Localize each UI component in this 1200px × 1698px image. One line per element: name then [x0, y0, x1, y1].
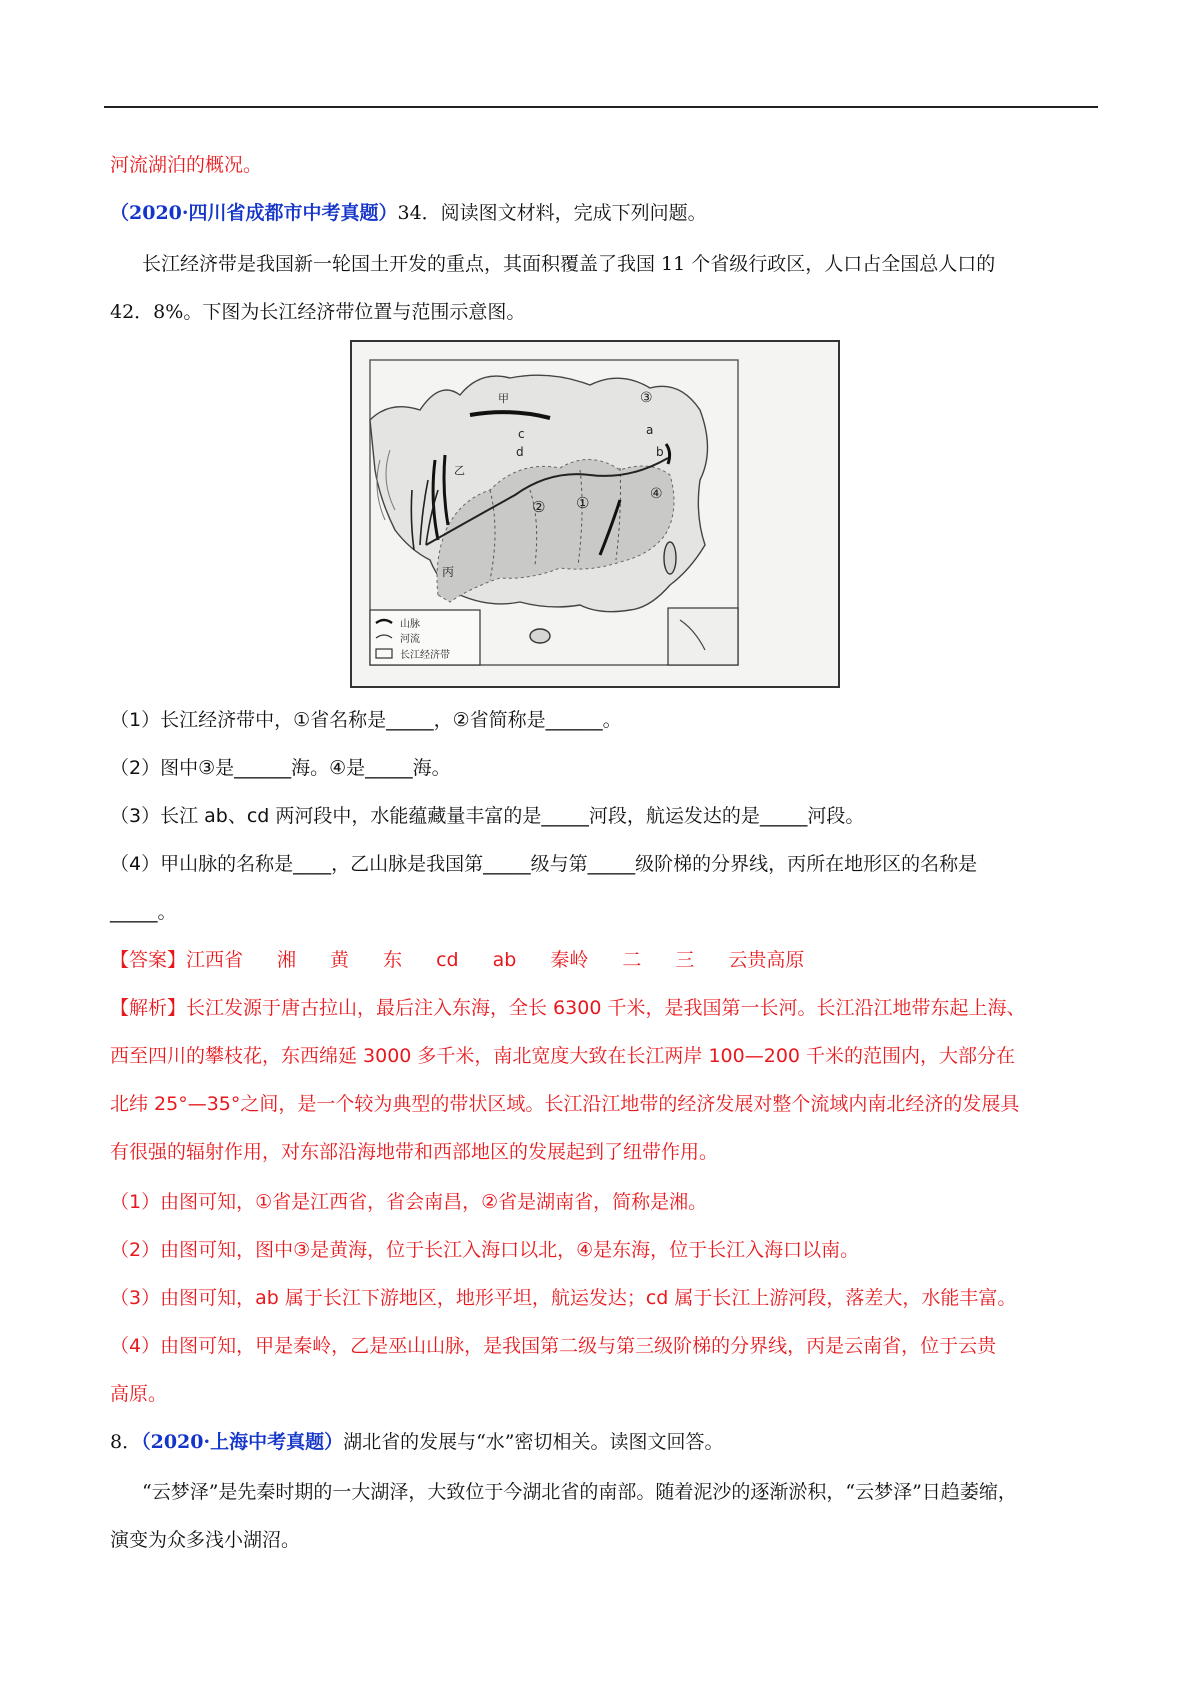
label-n1: ① [576, 494, 590, 512]
answer-1: 江西省 [186, 949, 244, 971]
q34-heading [110, 200, 707, 226]
answer-10: 云贵高原 [728, 949, 805, 971]
q34-paragraph-line2: 42．8%。下图为长江经济带位置与范围示意图。 [110, 301, 526, 323]
q34-sub4-line2: _____。 [110, 901, 177, 923]
header-rule [104, 106, 1098, 108]
analysis-line3: 北纬 25°—35°之间，是一个较为典型的带状区域。长江沿江地带的经济发展对整个流域内南北经济的发展具 [110, 1093, 1020, 1115]
q34-source: （2020·四川省成都市中考真题） [110, 202, 398, 224]
q34-sub2: （2）图中③是______海。④是_____海。 [110, 757, 451, 779]
intro-line: 河流湖泊的概况。 [110, 154, 263, 176]
explanation-2: （2）由图可知，图中③是黄海，位于长江入海口以北，④是东海，位于长江入海口以南。 [110, 1239, 860, 1261]
legend-belt: 长江经济带 [400, 650, 450, 661]
label-a: a [646, 423, 654, 437]
analysis-label: 【解析】 [110, 997, 187, 1019]
answer-line [110, 947, 804, 973]
explanation-1: （1）由图可知，①省是江西省，省会南昌，②省是湖南省，简称是湘。 [110, 1191, 708, 1213]
label-c: c [518, 427, 525, 441]
answer-7: 秦岭 [550, 949, 589, 971]
q34-sub3: （3）长江 ab、cd 两河段中，水能蕴藏量丰富的是_____河段，航运发达的是_____河段。 [110, 805, 865, 827]
label-n2: ② [532, 498, 546, 516]
q8-source: （2020·上海中考真题） [141, 1431, 344, 1453]
q8-paragraph-line1: “云梦泽”是先秦时期的一大湖泽，大致位于今湖北省的南部。随着泥沙的逐渐淤积，“云梦泽”日趋萎缩， [142, 1481, 1017, 1503]
label-n3: ③ [640, 390, 653, 406]
label-b: b [656, 445, 664, 459]
answer-6: ab [492, 949, 517, 971]
q8-number: 8． [110, 1431, 142, 1453]
answer-label: 【答案】 [110, 949, 187, 971]
map-svg [350, 340, 840, 688]
legend-river: 河流 [400, 634, 420, 645]
answer-4: 东 [383, 949, 403, 971]
answer-8: 二 [622, 949, 642, 971]
q34-prompt: 34．阅读图文材料，完成下列问题。 [397, 202, 707, 224]
answer-9: 三 [675, 949, 695, 971]
analysis-line1 [110, 995, 1025, 1021]
label-n4: ④ [650, 486, 663, 502]
answer-5: cd [436, 949, 459, 971]
legend-mountain: 山脉 [400, 619, 420, 630]
explanation-3: （3）由图可知，ab 属于长江下游地区，地形平坦，航运发达；cd 属于长江上游河段，落差大，水能丰富。 [110, 1287, 1017, 1309]
label-bing: 丙 [442, 565, 455, 579]
q8-prompt: 湖北省的发展与“水”密切相关。读图文回答。 [343, 1431, 724, 1453]
label-jia: 甲 [498, 392, 509, 405]
q34-sub1: （1）长江经济带中，①省名称是_____，②省简称是______。 [110, 709, 622, 731]
analysis-text-1: 长江发源于唐古拉山，最后注入东海，全长 6300 千米，是我国第一长河。长江沿江地带东起上海、 [186, 997, 1026, 1019]
answer-3: 黄 [330, 949, 350, 971]
answer-2: 湘 [277, 949, 297, 971]
q8-paragraph-line2: 演变为众多浅小湖沼。 [110, 1529, 301, 1551]
q34-paragraph-line1: 长江经济带是我国新一轮国土开发的重点，其面积覆盖了我国 11 个省级行政区，人口占全国总人口的 [142, 253, 996, 275]
label-yi: 乙 [454, 464, 465, 477]
q34-sub4-line1: （4）甲山脉的名称是____，乙山脉是我国第_____级与第_____级阶梯的分界线，丙所在地形区的名称是 [110, 853, 978, 875]
label-d: d [516, 445, 524, 459]
explanation-4-line2: 高原。 [110, 1383, 168, 1405]
analysis-line4: 有很强的辐射作用，对东部沿海地带和西部地区的发展起到了纽带作用。 [110, 1141, 719, 1163]
explanation-4-line1: （4）由图可知，甲是秦岭，乙是巫山山脉，是我国第二级与第三级阶梯的分界线，丙是云南省，位于云贵 [110, 1335, 997, 1357]
yangtze-belt-map [350, 340, 840, 688]
q8-heading [110, 1429, 724, 1455]
analysis-line2: 西至四川的攀枝花，东西绵延 3000 多千米，南北宽度大致在长江两岸 100—200 千米的范围内，大部分在 [110, 1045, 1016, 1067]
